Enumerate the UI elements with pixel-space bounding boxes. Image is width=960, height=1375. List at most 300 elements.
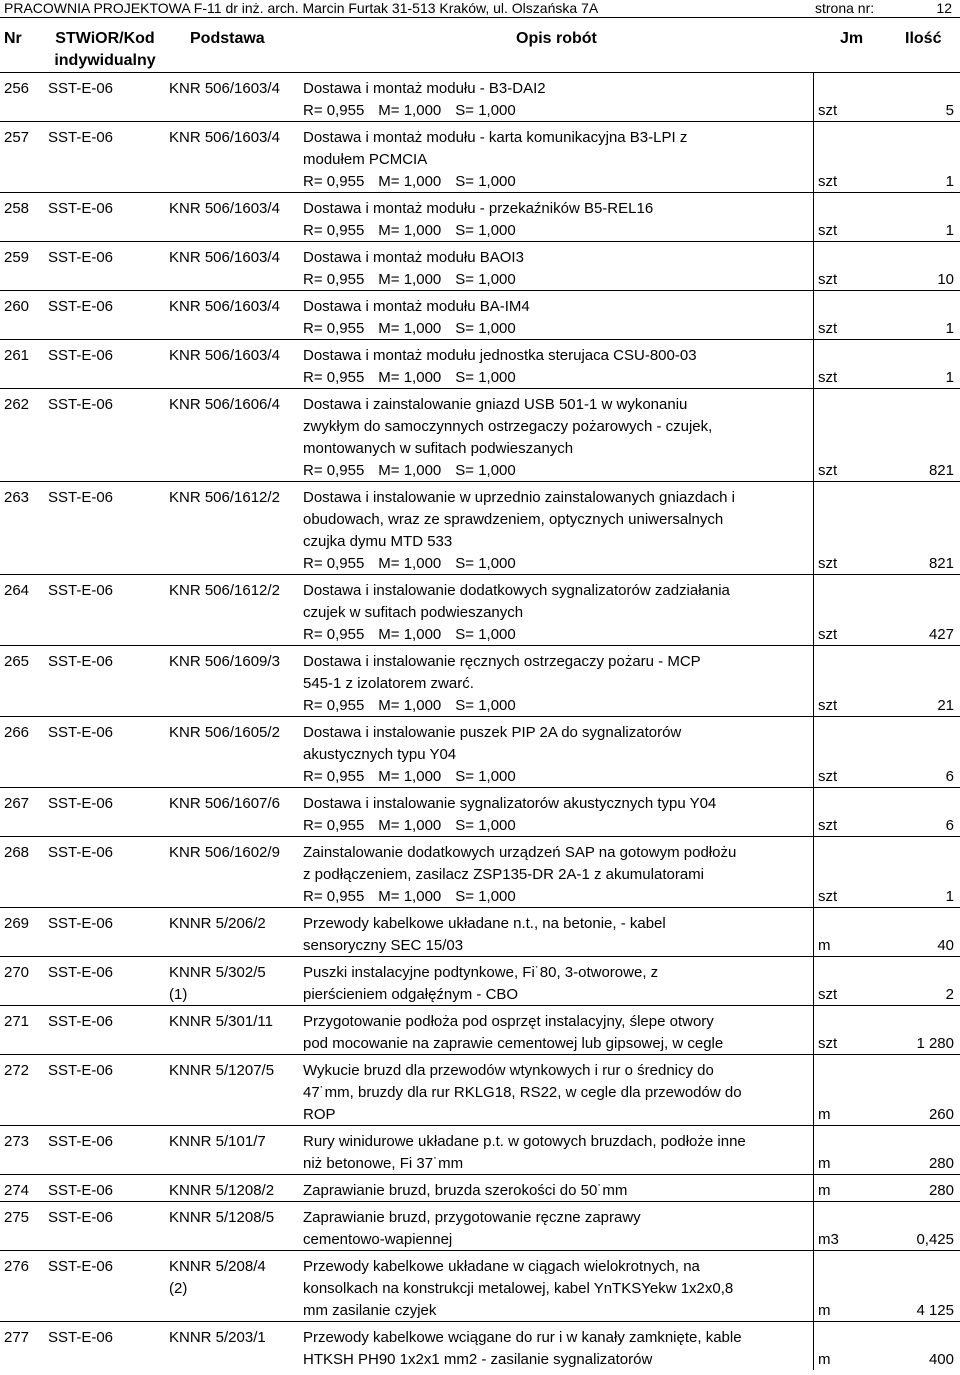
row-number: 259 [4,249,30,266]
row-code: SST-E-06 [48,80,114,97]
row-description-line: Dostawa i montaż modułu jednostka sterujaca CSU-800-03 [303,347,697,364]
row-description-line: Zaprawianie bruzd, przygotowanie ręczne zaprawy [303,1209,641,1226]
table-row [0,1250,960,1321]
row-basis-line: KNNR 5/208/4 [169,1258,266,1275]
row-coefficients [303,624,813,646]
row-basis [169,913,299,935]
row-coefficient: M= 1,000 [378,462,442,479]
row-description-line: Przewody kabelkowe układane n.t., na betonie, - kabel [303,915,666,932]
table-row [0,241,960,290]
row-number: 262 [4,396,30,413]
row-coefficient: R= 0,955 [303,222,365,239]
row-coefficients [303,695,813,717]
row-basis-line: KNR 506/1607/6 [169,795,280,812]
row-description-line: akustycznych typu Y04 [303,746,457,763]
row-coefficients [303,766,813,788]
row-unit: m [818,937,831,954]
table-row [0,787,960,836]
row-description-line: Dostawa i zainstalowanie gniazd USB 501-1 w wykonaniu [303,396,688,413]
row-description-line: Dostawa i montaż modułu BA-IM4 [303,298,530,315]
office-address: PRACOWNIA PROJEKTOWA F-11 dr inż. arch. Marcin Furtak 31-513 Kraków, ul. Olszańska 7A [4,0,599,16]
column-divider [813,1321,814,1370]
row-number: 260 [4,298,30,315]
row-basis [169,962,299,1006]
column-divider [813,290,814,339]
row-description-line: 47˙mm, bruzdy dla rur RKLG18, RS22, w cegle dla przewodów do [303,1084,742,1101]
row-quantity: 280 [928,1182,954,1199]
column-divider [813,192,814,241]
row-code: SST-E-06 [48,347,114,364]
row-coefficient: R= 0,955 [303,462,365,479]
column-divider [813,1250,814,1321]
row-basis [169,1180,299,1202]
row-unit: szt [818,768,838,785]
row-code: SST-E-06 [48,582,114,599]
row-basis [169,1011,299,1033]
row-number: 258 [4,200,30,217]
row-coefficient: M= 1,000 [378,768,442,785]
row-coefficient: S= 1,000 [455,768,516,785]
row-coefficient: R= 0,955 [303,555,365,572]
row-quantity: 2 [945,986,954,1003]
column-divider [813,481,814,574]
row-description-line: cementowo-wapiennej [303,1231,453,1248]
row-basis [169,296,299,318]
row-basis-line: KNNR 5/101/7 [169,1133,266,1150]
column-header-kod [50,28,160,72]
row-description [303,247,813,291]
row-description-line: pod mocowanie na zaprawie cementowej lub gipsowej, w cegle [303,1035,724,1052]
row-number: 277 [4,1329,30,1346]
row-coefficient: S= 1,000 [455,888,516,905]
row-basis-line: KNNR 5/206/2 [169,915,266,932]
row-unit: szt [818,173,838,190]
row-basis-line: KNNR 5/1207/5 [169,1062,275,1079]
row-description-line: Dostawa i montaż modułu - karta komunikacyjna B3-LPI z [303,129,688,146]
row-unit: szt [818,626,838,643]
row-description-line: Przygotowanie podłoża pod osprzęt instalacyjny, ślepe otwory [303,1013,714,1030]
row-basis [169,1256,299,1300]
column-divider [813,1054,814,1125]
row-quantity: 821 [928,555,954,572]
row-basis-line: KNR 506/1612/2 [169,582,280,599]
row-code: SST-E-06 [48,844,114,861]
row-basis [169,651,299,673]
row-coefficient: R= 0,955 [303,173,365,190]
row-basis [169,394,299,416]
row-description-line: Wykucie bruzd dla przewodów wtynkowych i rur o średnicy do [303,1062,714,1079]
row-basis-line: KNNR 5/301/11 [169,1013,273,1030]
column-header-podstawa: Podstawa [190,30,265,47]
row-quantity: 1 [945,888,954,905]
row-coefficients [303,100,813,122]
row-unit: szt [818,888,838,905]
row-basis-line: (1) [169,986,188,1003]
row-basis-line: KNNR 5/203/1 [169,1329,266,1346]
row-basis [169,793,299,815]
row-description [303,842,813,908]
row-coefficient: S= 1,000 [455,102,516,119]
row-code: SST-E-06 [48,1062,114,1079]
column-divider [813,574,814,645]
row-description-line: sensoryczny SEC 15/03 [303,937,464,954]
row-description [303,198,813,242]
column-divider [813,121,814,192]
row-description [303,793,813,837]
table-row [0,1201,960,1250]
row-coefficient: S= 1,000 [455,462,516,479]
table-row [0,1054,960,1125]
table-row [0,836,960,907]
column-divider [813,241,814,290]
column-divider [813,645,814,716]
row-description [303,1207,813,1251]
row-description [303,962,813,1006]
row-basis-line: KNR 506/1606/4 [169,396,280,413]
row-unit: m [818,1182,831,1199]
table-row [0,339,960,388]
row-code: SST-E-06 [48,298,114,315]
row-basis [169,842,299,864]
row-basis [169,580,299,602]
column-divider [813,1201,814,1250]
column-header-jm: Jm [840,30,864,47]
row-description-line: Rury winidurowe układane p.t. w gotowych bruzdach, podłoże inne [303,1133,746,1150]
column-divider [813,907,814,956]
row-unit: m3 [818,1231,839,1248]
row-basis [169,198,299,220]
row-code: SST-E-06 [48,1013,114,1030]
row-description-line: HTKSH PH90 1x2x1 mm2 - zasilanie sygnalizatorów [303,1351,653,1368]
row-quantity: 4 125 [916,1302,954,1319]
row-basis [169,78,299,100]
row-basis-line: KNR 506/1603/4 [169,347,280,364]
row-quantity: 21 [937,697,954,714]
row-unit: szt [818,555,838,572]
row-code: SST-E-06 [48,1182,114,1199]
row-quantity: 821 [928,462,954,479]
table-row [0,481,960,574]
column-divider [813,1174,814,1201]
column-divider [813,1005,814,1054]
row-quantity: 1 [945,173,954,190]
column-divider [813,339,814,388]
row-number: 269 [4,915,30,932]
column-header-ilosc: Ilość [905,30,942,47]
row-coefficient: M= 1,000 [378,222,442,239]
row-description-line: montowanych w sufitach podwieszanych [303,440,574,457]
row-quantity: 427 [928,626,954,643]
row-number: 257 [4,129,30,146]
column-header-kod-line1: STWiOR/Kod [55,30,155,47]
row-description-line: Dostawa i montaż modułu BAOI3 [303,249,524,266]
row-unit: szt [818,222,838,239]
row-unit: szt [818,986,838,1003]
row-description-line: modułem PCMCIA [303,151,428,168]
row-coefficient: S= 1,000 [455,626,516,643]
row-quantity: 400 [928,1351,954,1368]
page-number: 12 [936,0,952,16]
row-code: SST-E-06 [48,1133,114,1150]
column-headers [0,24,960,72]
row-description-line: Dostawa i instalowanie ręcznych ostrzegaczy pożaru - MCP [303,653,701,670]
row-number: 265 [4,653,30,670]
header-rule [0,17,960,18]
column-divider [813,836,814,907]
row-quantity: 280 [928,1155,954,1172]
row-description-line: Przewody kabelkowe wciągane do rur i w kanały zamknięte, kable [303,1329,742,1346]
column-header-nr: Nr [4,30,22,47]
row-unit: szt [818,271,838,288]
row-code: SST-E-06 [48,1209,114,1226]
row-code: SST-E-06 [48,489,114,506]
row-code: SST-E-06 [48,396,114,413]
row-quantity: 1 [945,369,954,386]
row-coefficient: R= 0,955 [303,817,365,834]
row-coefficient: M= 1,000 [378,271,442,288]
row-coefficient: S= 1,000 [455,555,516,572]
table-row [0,907,960,956]
row-code: SST-E-06 [48,724,114,741]
row-unit: m [818,1351,831,1368]
row-description-line: 545-1 z izolatorem zwarć. [303,675,474,692]
row-unit: szt [818,462,838,479]
row-description-line: Zaprawianie bruzd, bruzda szerokości do 50˙mm [303,1182,628,1199]
table-row [0,1005,960,1054]
table-row [0,192,960,241]
row-coefficient: S= 1,000 [455,320,516,337]
row-quantity: 1 [945,320,954,337]
row-basis-line: (2) [169,1280,188,1297]
row-coefficient: S= 1,000 [455,271,516,288]
row-coefficient: M= 1,000 [378,697,442,714]
row-basis-line: KNNR 5/1208/5 [169,1209,275,1226]
table-row [0,716,960,787]
row-unit: szt [818,697,838,714]
row-coefficient: M= 1,000 [378,888,442,905]
row-code: SST-E-06 [48,129,114,146]
row-coefficients [303,815,813,837]
row-description-line: niż betonowe, Fi 37˙mm [303,1155,464,1172]
row-code: SST-E-06 [48,200,114,217]
column-divider [813,716,814,787]
column-divider [813,956,814,1005]
row-quantity: 1 280 [916,1035,954,1052]
row-unit: szt [818,102,838,119]
row-unit: m [818,1155,831,1172]
table-row [0,72,960,121]
row-unit: szt [818,817,838,834]
row-description-line: Dostawa i instalowanie w uprzednio zainstalowanych gniazdach i [303,489,735,506]
row-basis-line: KNR 506/1605/2 [169,724,280,741]
row-quantity: 0,425 [916,1231,954,1248]
row-code: SST-E-06 [48,653,114,670]
table-row [0,574,960,645]
row-code: SST-E-06 [48,1258,114,1275]
row-description-line: z podłączeniem, zasilacz ZSP135-DR 2A-1 z akumulatorami [303,866,704,883]
row-basis-line: KNNR 5/302/5 [169,964,266,981]
row-description-line: zwykłym do samoczynnych ostrzegaczy pożarowych - czujek, [303,418,713,435]
row-coefficient: M= 1,000 [378,555,442,572]
row-unit: m [818,1106,831,1123]
row-unit: m [818,1302,831,1319]
row-basis-line: KNR 506/1603/4 [169,298,280,315]
row-coefficient: M= 1,000 [378,817,442,834]
table-row [0,956,960,1005]
row-description [303,1131,813,1175]
row-quantity: 1 [945,222,954,239]
row-description-line: Dostawa i instalowanie dodatkowych sygnalizatorów zadziałania [303,582,730,599]
row-basis [169,1131,299,1153]
row-description [303,913,813,957]
row-quantity: 260 [928,1106,954,1123]
column-divider [813,72,814,121]
row-description [303,394,813,482]
table-row [0,1174,960,1201]
row-basis [169,1327,299,1349]
row-description [303,1256,813,1322]
row-code: SST-E-06 [48,964,114,981]
row-number: 261 [4,347,30,364]
row-coefficient: R= 0,955 [303,768,365,785]
row-description [303,651,813,717]
row-coefficient: S= 1,000 [455,817,516,834]
row-coefficient: R= 0,955 [303,369,365,386]
table-row [0,1321,960,1370]
row-basis [169,127,299,149]
row-description-line: konsolkach na konstrukcji metalowej, kabel YnTKSYekw 1x2x0,8 [303,1280,734,1297]
row-unit: szt [818,1035,838,1052]
row-coefficients [303,886,813,908]
row-coefficients [303,171,813,193]
table-row [0,1125,960,1174]
row-description-line: czujka dymu MTD 533 [303,533,453,550]
row-number: 268 [4,844,30,861]
row-coefficients [303,553,813,575]
row-quantity: 10 [937,271,954,288]
row-coefficient: R= 0,955 [303,102,365,119]
row-unit: szt [818,320,838,337]
row-description-line: ROP [303,1106,336,1123]
row-description-line: Dostawa i montaż modułu - przekaźników B5-REL16 [303,200,654,217]
column-header-opis: Opis robót [516,30,597,47]
column-header-kod-line2: indywidualny [54,52,156,69]
row-description-line: mm zasilanie czyjek [303,1302,437,1319]
table-row [0,388,960,481]
row-coefficient: M= 1,000 [378,173,442,190]
row-coefficient: R= 0,955 [303,697,365,714]
column-divider [813,787,814,836]
row-code: SST-E-06 [48,795,114,812]
row-basis-line: KNR 506/1603/4 [169,249,280,266]
row-number: 272 [4,1062,30,1079]
row-quantity: 40 [937,937,954,954]
row-coefficient: R= 0,955 [303,626,365,643]
row-coefficient: S= 1,000 [455,222,516,239]
row-coefficient: S= 1,000 [455,697,516,714]
row-basis [169,487,299,509]
row-basis [169,247,299,269]
row-code: SST-E-06 [48,915,114,932]
row-description-line: Puszki instalacyjne podtynkowe, Fi˙80, 3-otworowe, z [303,964,659,981]
row-number: 266 [4,724,30,741]
row-coefficients [303,269,813,291]
row-description [303,1011,813,1055]
row-coefficient: M= 1,000 [378,102,442,119]
row-number: 263 [4,489,30,506]
page-label: strona nr: [815,0,875,16]
row-coefficient: S= 1,000 [455,173,516,190]
row-basis-line: KNR 506/1603/4 [169,80,280,97]
row-description [303,1060,813,1126]
row-unit: szt [818,369,838,386]
row-description [303,722,813,788]
row-number: 273 [4,1133,30,1150]
row-description-line: obudowach, wraz ze sprawdzeniem, optycznych uniwersalnych [303,511,724,528]
row-description [303,487,813,575]
row-coefficient: R= 0,955 [303,320,365,337]
row-coefficient: M= 1,000 [378,369,442,386]
row-description [303,345,813,389]
row-basis-line: KNR 506/1603/4 [169,200,280,217]
row-code: SST-E-06 [48,1329,114,1346]
row-basis-line: KNR 506/1603/4 [169,129,280,146]
row-coefficient: S= 1,000 [455,369,516,386]
row-coefficients [303,367,813,389]
row-description [303,1327,813,1371]
row-basis [169,1060,299,1082]
row-coefficients [303,318,813,340]
row-description-line: Dostawa i instalowanie puszek PIP 2A do sygnalizatorów [303,724,682,741]
row-coefficient: R= 0,955 [303,271,365,288]
row-number: 267 [4,795,30,812]
row-quantity: 6 [945,817,954,834]
row-coefficient: M= 1,000 [378,320,442,337]
table-row [0,290,960,339]
row-description-line: Przewody kabelkowe układane w ciągach wielokrotnych, na [303,1258,700,1275]
row-number: 276 [4,1258,30,1275]
row-number: 271 [4,1013,30,1030]
row-description-line: Dostawa i instalowanie sygnalizatorów akustycznych typu Y04 [303,795,717,812]
row-description [303,127,813,193]
table-row [0,645,960,716]
row-basis-line: KNR 506/1602/9 [169,844,280,861]
column-divider [813,388,814,481]
row-coefficient: R= 0,955 [303,888,365,905]
row-quantity: 6 [945,768,954,785]
row-basis-line: KNNR 5/1208/2 [169,1182,275,1199]
row-coefficient: M= 1,000 [378,626,442,643]
row-description [303,580,813,646]
row-description-line: Dostawa i montaż modułu - B3-DAI2 [303,80,546,97]
row-basis-line: KNR 506/1612/2 [169,489,280,506]
row-coefficients [303,220,813,242]
row-number: 256 [4,80,30,97]
column-divider [813,1125,814,1174]
row-description [303,78,813,122]
row-description [303,296,813,340]
row-description-line: czujek w sufitach podwieszanych [303,604,524,621]
row-basis [169,722,299,744]
row-quantity: 5 [945,102,954,119]
table-row [0,121,960,192]
row-code: SST-E-06 [48,249,114,266]
row-basis [169,345,299,367]
row-description [303,1180,813,1202]
row-number: 264 [4,582,30,599]
row-number: 275 [4,1209,30,1226]
row-number: 270 [4,964,30,981]
